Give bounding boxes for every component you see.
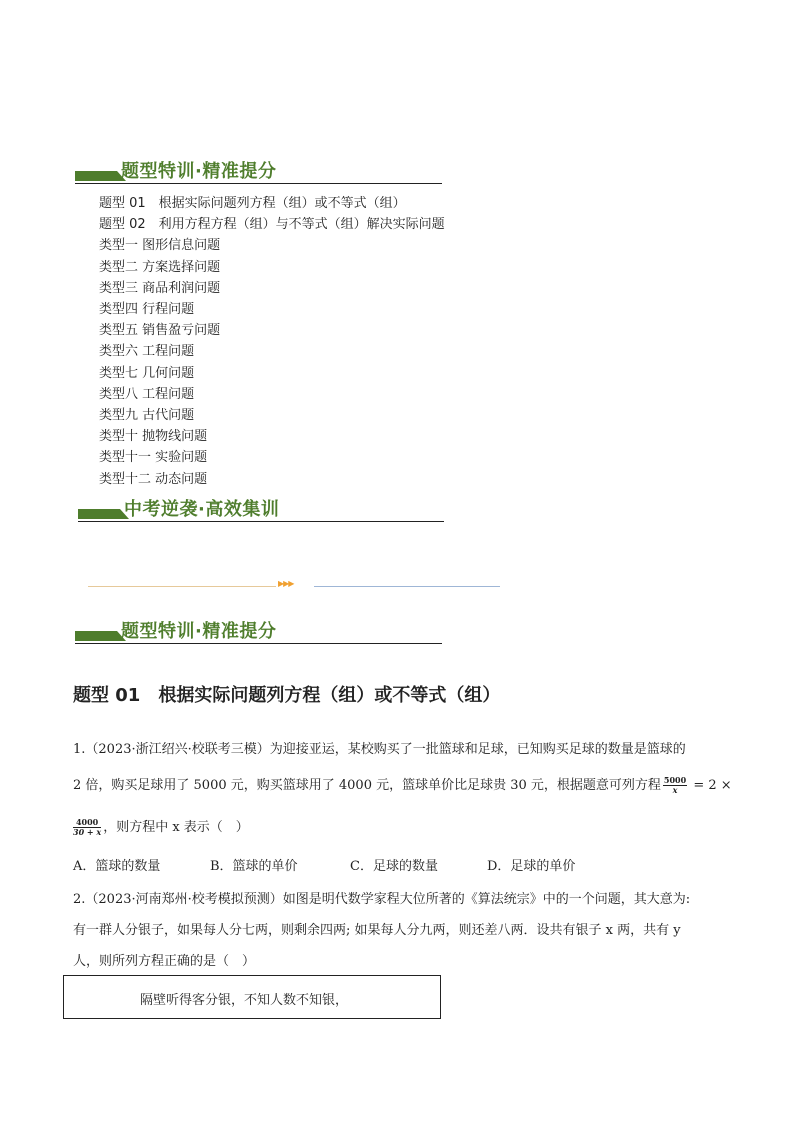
toc-item[interactable]: 类型九 古代问题: [99, 408, 195, 424]
decorative-divider: [88, 579, 500, 590]
section-header-tab: [78, 509, 120, 519]
equation-text: = 2 ×: [689, 778, 732, 793]
toc-item[interactable]: 题型 02 利用方程方程（组）与不等式（组）解决实际问题: [99, 217, 445, 233]
poem-line: 隔壁听得客分银，不知人数不知银，: [140, 993, 349, 1008]
option-a[interactable]: A．篮球的数量: [73, 859, 161, 874]
fraction-5000-over-x: [663, 776, 687, 795]
question-1-line-1: 1.（2023·浙江绍兴·校联考三模）为迎接亚运，某校购买了一批篮球和足球，已知购买足球的数量是篮球的: [73, 742, 686, 757]
toc-item[interactable]: 类型五 销售盈亏问题: [99, 323, 221, 339]
divider-line-right: [314, 586, 500, 587]
fraction-numerator: 4000: [73, 818, 101, 828]
section-header-tab: [75, 171, 117, 181]
fraction-numerator: 5000: [663, 775, 687, 785]
toc-item[interactable]: 类型八 工程问题: [99, 386, 195, 402]
toc-item[interactable]: 类型一 图形信息问题: [99, 238, 221, 254]
section-header-tab: [75, 631, 117, 641]
option-b[interactable]: B．篮球的单价: [210, 859, 298, 874]
fraction-denominator: x: [672, 785, 678, 795]
section-header-2: [78, 497, 444, 522]
question-1-line-2: [73, 774, 732, 795]
toc-item[interactable]: 类型二 方案选择问题: [99, 259, 221, 275]
toc-item[interactable]: 类型四 行程问题: [99, 302, 195, 318]
toc-item[interactable]: 类型十二 动态问题: [99, 471, 208, 487]
option-c[interactable]: C．足球的数量: [350, 859, 438, 874]
section-header-1: [75, 159, 442, 184]
table-of-contents: [99, 193, 445, 490]
divider-line-left: [88, 586, 276, 587]
question-1-options: [73, 855, 575, 874]
question-2-line-2: 有一群人分银子，如果每人分七两，则剩余四两; 如果每人分九两，则还差八两．设共有银子 x 两，共有 y: [73, 923, 681, 938]
section-header-label: 题型特训·精准提分: [121, 621, 277, 642]
question-2-line-1: 2.（2023·河南郑州·校考模拟预测）如图是明代数学家程大位所著的《算法统宗》中的一个问题，其大意为:: [73, 892, 691, 907]
question-2-line-3: 人，则所列方程正确的是（ ）: [73, 954, 256, 969]
question-1-line-3: [73, 816, 723, 837]
toc-item[interactable]: 类型六 工程问题: [99, 344, 195, 360]
poem-figure-box: [63, 975, 441, 1019]
topic-heading: 题型 01 根据实际问题列方程（组）或不等式（组）: [73, 685, 501, 706]
option-d[interactable]: D．足球的单价: [487, 859, 576, 874]
triple-arrow-icon: ▶▶▶: [278, 579, 294, 588]
fraction-4000-over-30-plus-x: [73, 818, 101, 837]
toc-item[interactable]: 题型 01 根据实际问题列方程（组）或不等式（组）: [99, 196, 406, 211]
fraction-denominator: 30 + x: [73, 827, 102, 837]
toc-item[interactable]: 类型三 商品利润问题: [99, 280, 221, 296]
section-header-label: 中考逆袭·高效集训: [124, 499, 280, 520]
toc-item[interactable]: 类型七 几何问题: [99, 365, 195, 381]
toc-item[interactable]: 类型十一 实验问题: [99, 450, 208, 466]
section-header-3: [75, 619, 442, 644]
section-header-label: 题型特训·精准提分: [121, 161, 277, 182]
question-1-text: 2 倍，购买足球用了 5000 元，购买篮球用了 4000 元，篮球单价比足球贵 30 元，根据题意可列方程: [73, 778, 661, 793]
question-1-text: ，则方程中 x 表示（ ）: [103, 820, 249, 835]
toc-item[interactable]: 类型十 抛物线问题: [99, 429, 208, 445]
